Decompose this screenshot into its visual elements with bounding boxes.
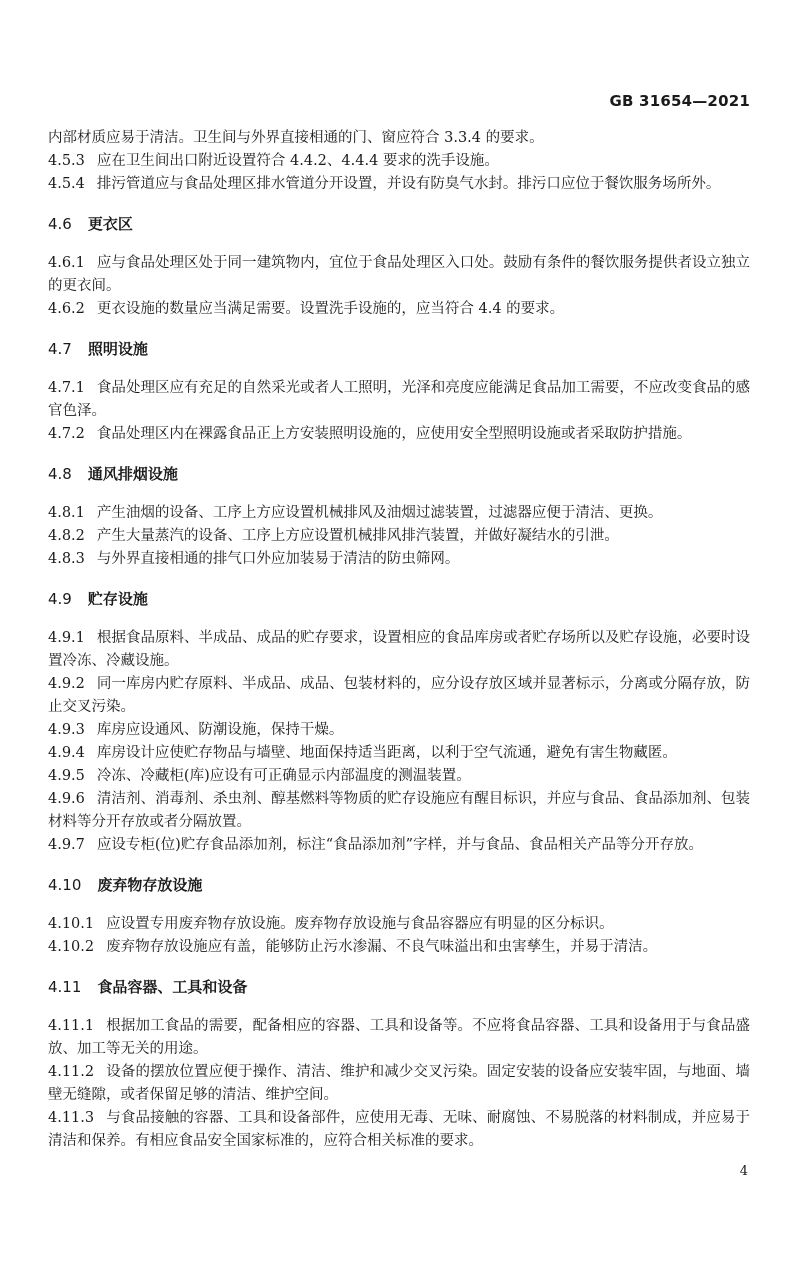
clause-number: 4.11.1 bbox=[48, 1018, 95, 1034]
standard-code: GB 31654—2021 bbox=[609, 92, 750, 110]
section-number: 4.9 bbox=[48, 590, 72, 608]
clause-text: 与外界直接相通的排气口外应加装易于清洁的防虫筛网。 bbox=[96, 551, 460, 567]
clause-text: 更衣设施的数量应当满足需要。设置洗手设施的，应当符合 4.4 的要求。 bbox=[96, 301, 565, 317]
clause-text: 食品处理区应有充足的自然采光或者人工照明，光泽和亮度应能满足食品加工需要，不应改变食品的感官色泽。 bbox=[48, 380, 750, 419]
clause-number: 4.8.1 bbox=[48, 505, 85, 521]
clause-paragraph bbox=[48, 673, 750, 719]
clause-paragraph bbox=[48, 173, 750, 196]
section-title: 照明设施 bbox=[87, 340, 148, 358]
clause-paragraph bbox=[48, 788, 750, 834]
clause-paragraph bbox=[48, 834, 750, 857]
clause-paragraph bbox=[48, 502, 750, 525]
clause-text: 冷冻、冷藏柜(库)应设有可正确显示内部温度的测温装置。 bbox=[96, 768, 471, 784]
clause-number: 4.6.1 bbox=[48, 255, 85, 271]
clause-paragraph bbox=[48, 150, 750, 173]
clause-text: 产生油烟的设备、工序上方应设置机械排风及油烟过滤装置，过滤器应便于清洁、更换。 bbox=[96, 505, 663, 521]
clause-paragraph bbox=[48, 127, 750, 150]
section-number: 4.8 bbox=[48, 465, 72, 483]
clause-number: 4.10.2 bbox=[48, 939, 95, 955]
document-body bbox=[48, 127, 750, 1153]
clause-number: 4.10.1 bbox=[48, 916, 95, 932]
clause-text: 设备的摆放位置应便于操作、清洁、维护和减少交叉污染。固定安装的设备应安装牢固，与地面、墙壁无缝隙，或者保留足够的清洁、维护空间。 bbox=[48, 1064, 750, 1103]
clause-paragraph bbox=[48, 377, 750, 423]
clause-paragraph bbox=[48, 627, 750, 673]
clause-text: 排污管道应与食品处理区排水管道分开设置，并设有防臭气水封。排污口应位于餐饮服务场所外。 bbox=[96, 176, 721, 192]
clause-text: 应设专柜(位)贮存食品添加剂，标注“食品添加剂”字样，并与食品、食品相关产品等分开存放。 bbox=[96, 837, 704, 853]
clause-number: 4.5.4 bbox=[48, 176, 85, 192]
clause-number: 4.9.1 bbox=[48, 630, 85, 646]
clause-paragraph bbox=[48, 719, 750, 742]
clause-number: 4.9.3 bbox=[48, 722, 85, 738]
clause-text: 应在卫生间出口附近设置符合 4.4.2、4.4.4 要求的洗手设施。 bbox=[96, 153, 499, 169]
clause-paragraph bbox=[48, 423, 750, 446]
clause-paragraph bbox=[48, 742, 750, 765]
clause-paragraph bbox=[48, 936, 750, 959]
clause-text: 与食品接触的容器、工具和设备部件，应使用无毒、无味、耐腐蚀、不易脱落的材料制成，并应易于清洁和保养。有相应食品安全国家标准的，应符合相关标准的要求。 bbox=[48, 1110, 750, 1149]
clause-text: 根据加工食品的需要，配备相应的容器、工具和设备等。不应将食品容器、工具和设备用于与食品盛放、加工等无关的用途。 bbox=[48, 1018, 750, 1057]
section-number: 4.6 bbox=[48, 215, 72, 233]
clause-paragraph bbox=[48, 525, 750, 548]
section-heading bbox=[48, 213, 750, 236]
clause-text: 废弃物存放设施应有盖，能够防止污水渗漏、不良气味溢出和虫害孳生，并易于清洁。 bbox=[106, 939, 658, 955]
clause-number: 4.5.3 bbox=[48, 153, 85, 169]
clause-text: 应与食品处理区处于同一建筑物内，宜位于食品处理区入口处。鼓励有条件的餐饮服务提供者设立独立的更衣间。 bbox=[48, 255, 750, 294]
clause-paragraph bbox=[48, 298, 750, 321]
clause-paragraph bbox=[48, 765, 750, 788]
clause-paragraph bbox=[48, 252, 750, 298]
clause-paragraph bbox=[48, 548, 750, 571]
section-heading bbox=[48, 588, 750, 611]
section-number: 4.7 bbox=[48, 340, 72, 358]
clause-text: 清洁剂、消毒剂、杀虫剂、醇基燃料等物质的贮存设施应有醒目标识，并应与食品、食品添加剂、包装材料等分开存放或者分隔放置。 bbox=[48, 791, 750, 830]
section-title: 贮存设施 bbox=[87, 590, 148, 608]
clause-number: 4.9.6 bbox=[48, 791, 85, 807]
section-heading bbox=[48, 976, 750, 999]
section-heading bbox=[48, 874, 750, 897]
page-number: 4 bbox=[739, 1164, 748, 1179]
clause-text: 库房应设通风、防潮设施，保持干燥。 bbox=[96, 722, 344, 738]
clause-number: 4.11.3 bbox=[48, 1110, 95, 1126]
clause-text: 同一库房内贮存原料、半成品、成品、包装材料的，应分设存放区域并显著标示，分离或分隔存放，防止交叉污染。 bbox=[48, 676, 750, 715]
section-number: 4.11 bbox=[48, 978, 82, 996]
clause-paragraph bbox=[48, 1015, 750, 1061]
clause-text: 应设置专用废弃物存放设施。废弃物存放设施与食品容器应有明显的区分标识。 bbox=[106, 916, 614, 932]
clause-number: 4.7.1 bbox=[48, 380, 85, 396]
section-title: 废弃物存放设施 bbox=[97, 876, 203, 894]
clause-text: 内部材质应易于清洁。卫生间与外界直接相通的门、窗应符合 3.3.4 的要求。 bbox=[48, 130, 544, 146]
clause-number: 4.8.2 bbox=[48, 528, 85, 544]
clause-text: 库房设计应使贮存物品与墙壁、地面保持适当距离，以利于空气流通，避免有害生物藏匿。 bbox=[96, 745, 677, 761]
clause-text: 产生大量蒸汽的设备、工序上方应设置机械排风排汽装置，并做好凝结水的引泄。 bbox=[96, 528, 619, 544]
clause-number: 4.8.3 bbox=[48, 551, 85, 567]
clause-number: 4.9.5 bbox=[48, 768, 85, 784]
clause-paragraph bbox=[48, 913, 750, 936]
section-title: 更衣区 bbox=[87, 215, 133, 233]
clause-paragraph bbox=[48, 1107, 750, 1153]
section-number: 4.10 bbox=[48, 876, 82, 894]
clause-text: 食品处理区内在裸露食品正上方安装照明设施的，应使用安全型照明设施或者采取防护措施。 bbox=[96, 426, 692, 442]
section-title: 食品容器、工具和设备 bbox=[97, 978, 248, 996]
clause-text: 根据食品原料、半成品、成品的贮存要求，设置相应的食品库房或者贮存场所以及贮存设施，必要时设置冷冻、冷藏设施。 bbox=[48, 630, 750, 669]
section-title: 通风排烟设施 bbox=[87, 465, 178, 483]
clause-number: 4.9.7 bbox=[48, 837, 85, 853]
clause-number: 4.9.4 bbox=[48, 745, 85, 761]
clause-paragraph bbox=[48, 1061, 750, 1107]
clause-number: 4.11.2 bbox=[48, 1064, 95, 1080]
section-heading bbox=[48, 338, 750, 361]
clause-number: 4.6.2 bbox=[48, 301, 85, 317]
clause-number: 4.9.2 bbox=[48, 676, 85, 692]
clause-number: 4.7.2 bbox=[48, 426, 85, 442]
section-heading bbox=[48, 463, 750, 486]
